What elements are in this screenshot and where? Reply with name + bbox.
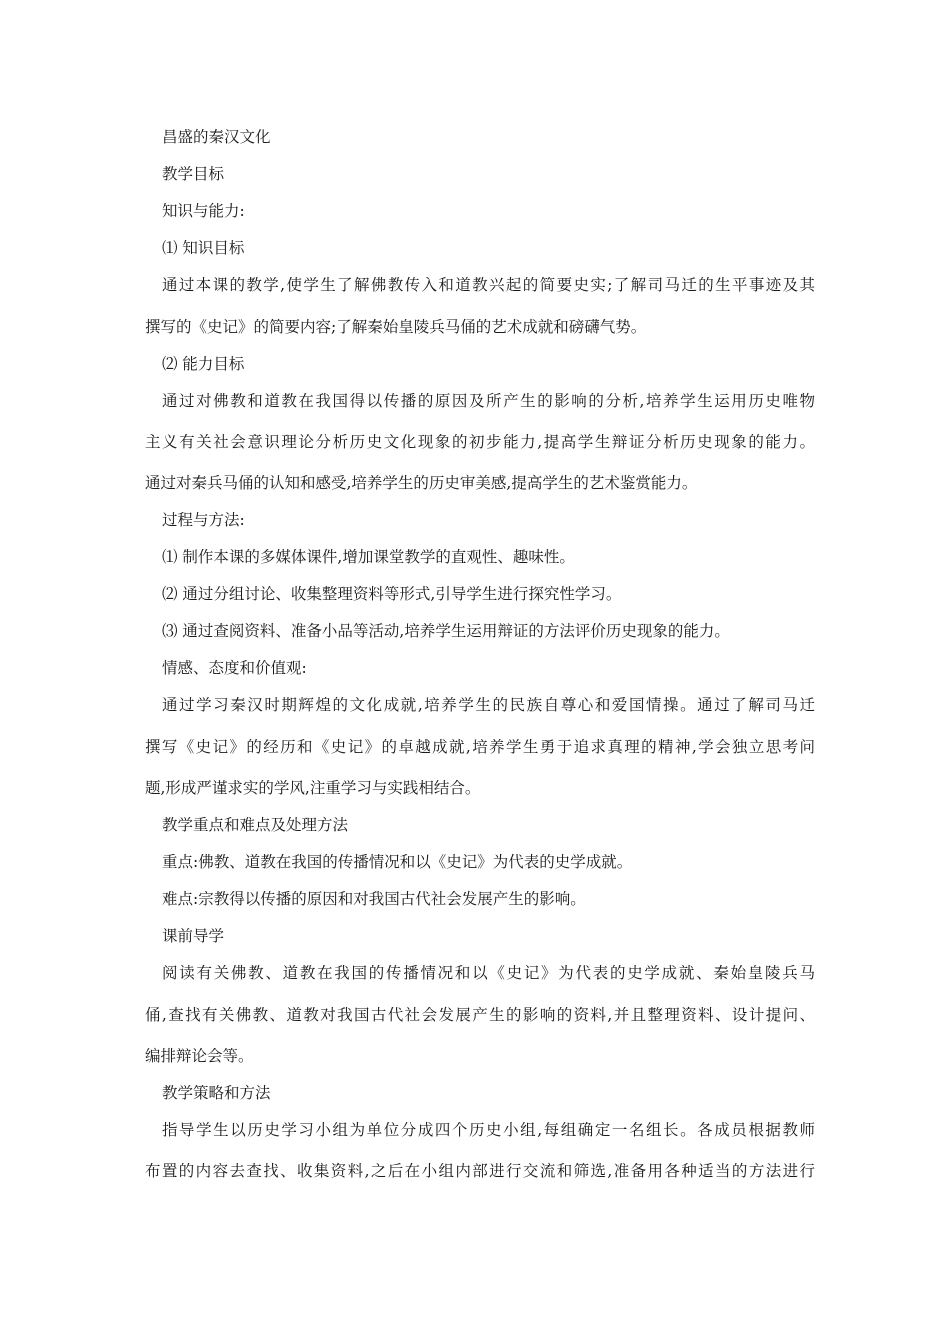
list-item: ⑵ 能力目标 [162, 355, 245, 373]
paragraph-line: 通过本课的教学,使学生了解佛教传入和道教兴起的简要史实;了解司马迁的生平事迹及其 [162, 276, 815, 294]
subsection-heading: 知识与能力: [162, 202, 245, 220]
list-item: ⑵ 通过分组讨论、收集整理资料等形式,引导学生进行探究性学习。 [162, 585, 622, 603]
paragraph-line: 俑,查找有关佛教、道教对我国古代社会发展产生的影响的资料,并且整理资料、设计提问、 [145, 1006, 815, 1024]
paragraph-line: 编排辩论会等。 [145, 1047, 254, 1065]
document-title: 昌盛的秦汉文化 [162, 128, 271, 146]
paragraph-line: 难点:宗教得以传播的原因和对我国古代社会发展产生的影响。 [162, 890, 586, 908]
paragraph-line: 布置的内容去查找、收集资料,之后在小组内部进行交流和筛选,准备用各种适当的方法进行 [145, 1162, 815, 1180]
section-heading: 教学策略和方法 [162, 1084, 271, 1102]
section-heading: 教学重点和难点及处理方法 [162, 816, 349, 834]
subsection-heading: 情感、态度和价值观: [162, 659, 307, 677]
section-heading: 教学目标 [162, 165, 225, 183]
section-heading: 课前导学 [162, 927, 225, 945]
paragraph-line: 通过对佛教和道教在我国得以传播的原因及所产生的影响的分析,培养学生运用历史唯物 [162, 392, 815, 410]
subsection-heading: 过程与方法: [162, 511, 245, 529]
paragraph-line: 撰写《史记》的经历和《史记》的卓越成就,培养学生勇于追求真理的精神,学会独立思考问 [145, 738, 815, 756]
paragraph-line: 通过对秦兵马俑的认知和感受,培养学生的历史审美感,提高学生的艺术鉴赏能力。 [145, 474, 698, 492]
paragraph-line: 通过学习秦汉时期辉煌的文化成就,培养学生的民族自尊心和爱国情操。通过了解司马迁 [162, 696, 815, 714]
paragraph-line: 撰写的《史记》的简要内容;了解秦始皇陵兵马俑的艺术成就和磅礴气势。 [145, 318, 647, 336]
paragraph-line: 主义有关社会意识理论分析历史文化现象的初步能力,提高学生辩证分析历史现象的能力。 [145, 433, 815, 451]
list-item: ⑴ 知识目标 [162, 239, 245, 257]
paragraph-line: 阅读有关佛教、道教在我国的传播情况和以《史记》为代表的史学成就、秦始皇陵兵马 [162, 964, 815, 982]
list-item: ⑴ 制作本课的多媒体课件,增加课堂教学的直观性、趣味性。 [162, 548, 575, 566]
paragraph-line: 题,形成严谨求实的学风,注重学习与实践相结合。 [145, 779, 481, 797]
paragraph-line: 指导学生以历史学习小组为单位分成四个历史小组,每组确定一名组长。各成员根据教师 [162, 1121, 815, 1139]
paragraph-line: 重点:佛教、道教在我国的传播情况和以《史记》为代表的史学成就。 [162, 853, 633, 871]
list-item: ⑶ 通过查阅资料、准备小品等活动,培养学生运用辩证的方法评价历史现象的能力。 [162, 622, 730, 640]
